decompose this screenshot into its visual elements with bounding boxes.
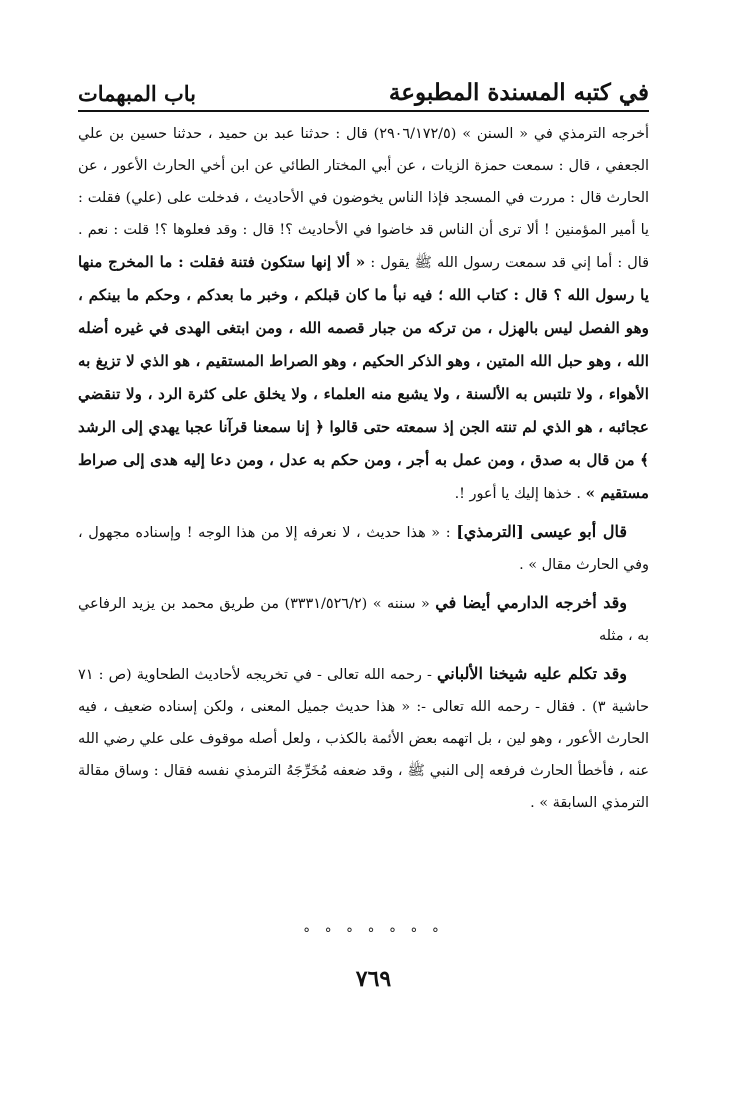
paragraph-albani: [78, 658, 649, 819]
paragraph-tirmidhi-comment: [78, 516, 649, 581]
hadith-ending: . خذها إليك يا أعور !.: [454, 486, 586, 502]
tirmidhi-lead: قال أبو عيسى [الترمذي]: [456, 522, 627, 541]
albani-lead: وقد تكلم عليه شيخنا الألباني: [436, 664, 627, 683]
paragraph-darimi: [78, 587, 649, 652]
book-title: في كتبه المسندة المطبوعة: [388, 79, 649, 106]
albani-text: - رحمه الله تعالى - في تخريجه لأحاديث الطحاوية (ص : ٧١ حاشية ٣) . فقال - رحمه الله تعالى -: « هذا حديث جميل المعنى ، ولكن إسناده ضعيف ، فيه الحارث الأعور ، وهو لين ، بل اتهمه بعض الأئمة بالكذب ، ولعل أصله موقوف على علي رضي الله عنه ، فأخطأ الحارث فرفعه إلى النبي ﷺ ، وقد ضعفه مُخَرِّجَهُ الترمذي نفسه فقال : وساق مقالة الترمذي السابقة » .: [78, 667, 649, 811]
page-number: ٧٦٩: [355, 966, 392, 992]
header-rule: [78, 110, 649, 112]
hadith-quote: « ألا إنها ستكون فتنة فقلت : ما المخرج منها يا رسول الله ؟ قال : كتاب الله ؛ فيه نبأ ما كان قبلكم ، وخبر ما بعدكم ، وحكم ما بينكم ، وهو الفصل ليس بالهزل ، من تركه من جبار قصمه الله ، ومن ابتغى الهدى في غيره أضله الله ، وهو حبل الله المتين ، وهو الذكر الحكيم ، وهو الصراط المستقيم ، هو الذي لا تزيغ به الأهواء ، ولا تلتبس به الألسنة ، ولا يشبع منه العلماء ، ولا يخلق على كثرة الرد ، ولا تنقضي عجائبه ، هو الذي لم تنته الجن إذ سمعته حتى قالوا ﴿ إنا سمعنا قرآنا عجبا يهدي إلى الرشد ﴾ من قال به صدق ، ومن عمل به أجر ، ومن حكم به عدل ، ومن دعا إليه هدى إلى صراط مستقيم »: [78, 253, 649, 502]
paragraph-hadith-text: [78, 118, 649, 510]
section-separator: ° ° ° ° ° ° °: [303, 926, 444, 942]
running-header: [78, 62, 649, 106]
darimi-lead: وقد أخرجه الدارمي أيضا في: [435, 593, 627, 612]
chapter-title: باب المبهمات: [78, 81, 197, 106]
darimi-text: « سننه » (٣٣٣١/٥٢٦/٢) من طريق محمد بن يزيد الرفاعي به ، مثله: [78, 596, 649, 644]
hadith-chain: أخرجه الترمذي في « السنن » (٢٩٠٦/١٧٢/٥) قال : حدثنا عبد بن حميد ، حدثنا حسين بن علي الجعفي ، قال : سمعت حمزة الزيات ، عن أبي المختار الطائي عن ابن أخي الحارث الأعور ، عن الحارث قال : مررت في المسجد فإذا الناس يخوضون في الأحاديث ، فدخلت على (علي) فقلت : يا أمير المؤمنين ! ألا ترى أن الناس قد خاضوا في الأحاديث ؟! قال : وقد فعلوها ؟! قلت : نعم . قال : أما إني قد سمعت رسول الله ﷺ يقول :: [78, 126, 649, 271]
tirmidhi-text: : « هذا حديث ، لا نعرفه إلا من هذا الوجه ! وإسناده مجهول ، وفي الحارث مقال » .: [78, 525, 649, 573]
page-body: [78, 118, 649, 819]
